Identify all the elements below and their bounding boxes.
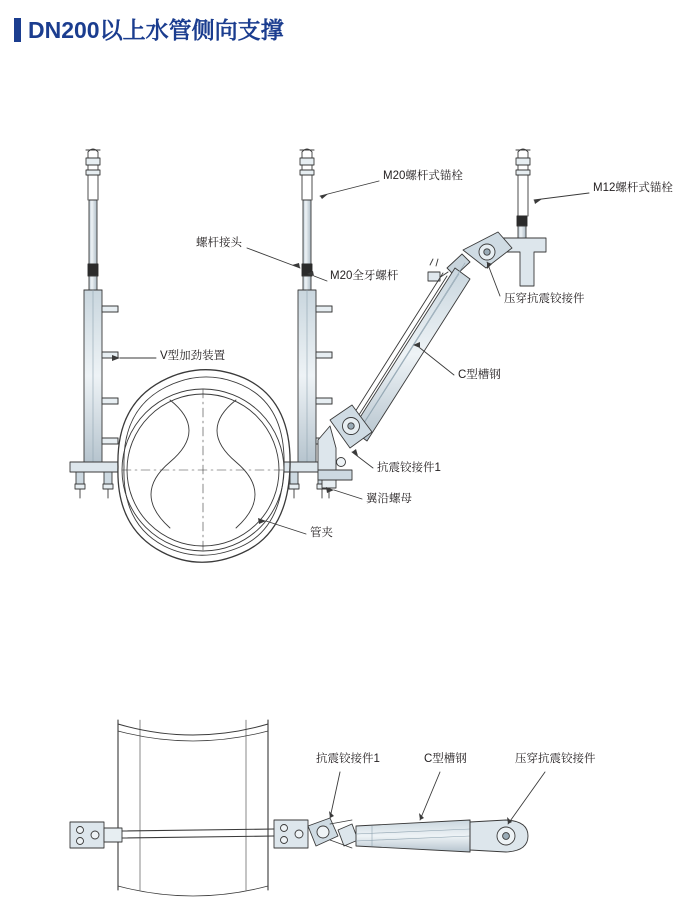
- label-c-channel-steel: C型槽钢: [458, 369, 501, 381]
- leader-lines-bottom: [330, 772, 545, 824]
- bottom-pipe: [118, 720, 268, 896]
- bottom-left-clamp-lug: [70, 822, 122, 848]
- middle-anchor-bolt: [300, 149, 314, 200]
- label-seismic-hinge-1: 抗震铰接件1: [377, 462, 441, 474]
- bottom-clamp-band: [122, 829, 274, 838]
- bottom-press-through-hinge: [470, 820, 528, 852]
- bottom-seismic-hinge-1: [308, 818, 358, 848]
- page-title: DN200以上水管侧向支撑: [28, 17, 284, 43]
- label-pipe-clamp: 管夹: [310, 527, 333, 539]
- label-rod-coupler: 螺杆接头: [196, 237, 242, 249]
- bottom-right-clamp-lug: [274, 820, 308, 848]
- bottom-c-channel-steel: [356, 820, 470, 852]
- label-seismic-hinge-1-bottom: 抗震铰接件1: [316, 753, 380, 765]
- right-anchor-bolt: [516, 149, 530, 242]
- c-channel-steel-part: [341, 263, 470, 441]
- left-threaded-rod: [88, 200, 98, 290]
- middle-threaded-rod: [302, 200, 312, 290]
- label-m20-full-thread-rod: M20全牙螺杆: [330, 270, 399, 282]
- left-v-stiffener: [84, 290, 118, 462]
- label-v-stiffener-device: V型加劲装置: [160, 350, 226, 362]
- label-press-through-seismic-hinge: 压穿抗震铰接件: [504, 293, 585, 305]
- label-press-through-seismic-hinge-bottom: 压穿抗震铰接件: [515, 753, 596, 765]
- label-m12-anchor-bolt: M12螺杆式锚栓: [593, 182, 673, 194]
- left-clamp-plate: [70, 462, 118, 498]
- pipe-cross-section: [122, 389, 284, 551]
- label-m20-anchor-bolt: M20螺杆式锚栓: [383, 170, 463, 182]
- label-c-channel-steel-bottom: C型槽钢: [424, 753, 467, 765]
- label-flange-nut: 翼沿螺母: [366, 493, 412, 505]
- left-anchor-bolt: [86, 149, 100, 200]
